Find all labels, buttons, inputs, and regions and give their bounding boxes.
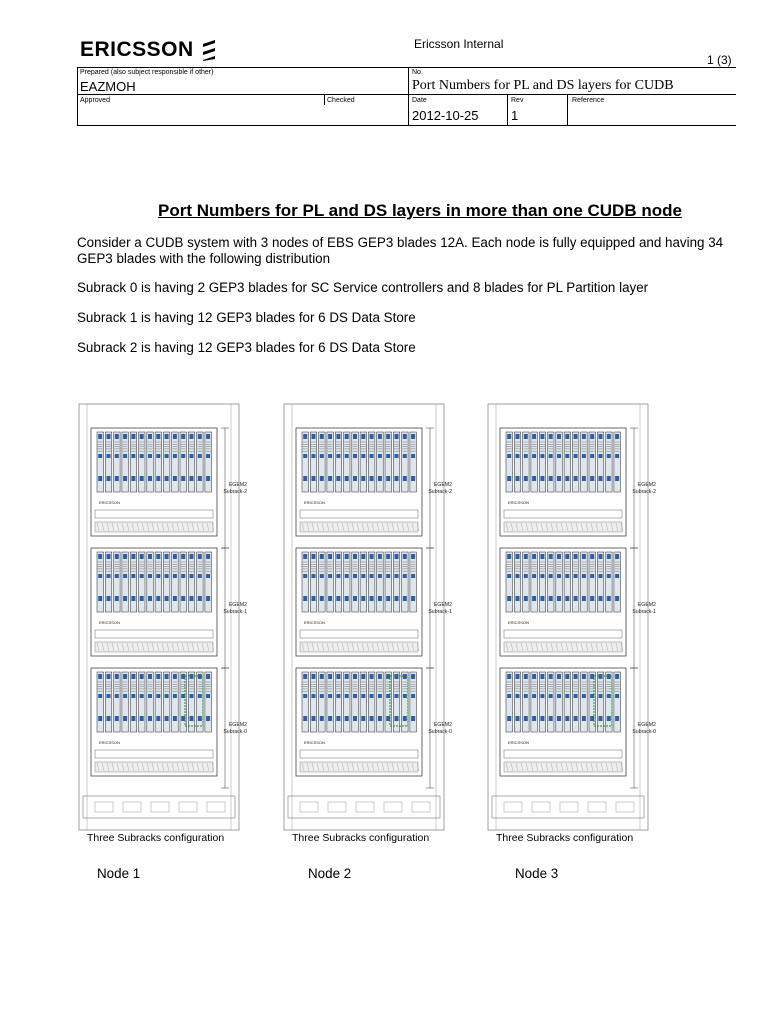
blade (606, 552, 613, 612)
prepared-value: EAZMOH (80, 79, 136, 94)
ericsson-logo-icon (200, 39, 218, 61)
subrack-1 (500, 548, 656, 668)
blade (114, 432, 121, 492)
blade (155, 432, 162, 492)
blade (114, 552, 121, 612)
document-title: Port Numbers for PL and DS layers in more than one CUDB node (158, 201, 682, 220)
fan-tray (504, 750, 622, 758)
subrack-brand: ERICSSON (99, 740, 120, 745)
subrack-name-label: Subrack-2 (632, 489, 656, 495)
blade (614, 432, 621, 492)
blade (163, 552, 170, 612)
subrack-1 (91, 548, 247, 668)
blade (335, 672, 342, 732)
blade (377, 552, 384, 612)
node-label-1: Node 1 (97, 866, 141, 881)
base-foot (179, 802, 197, 812)
blade (205, 552, 212, 612)
blade (335, 552, 342, 612)
blade (531, 672, 538, 732)
blade (564, 432, 571, 492)
subrack-type-label: EGEM2 (228, 482, 247, 488)
base-foot (532, 802, 550, 812)
subrack-name-label: Subrack-1 (428, 609, 452, 615)
blade (122, 432, 128, 492)
rack-caption-3: Three Subracks configuration (496, 832, 634, 844)
subrack-brand: ERICSSON (304, 740, 325, 745)
blade (556, 552, 563, 612)
blade (97, 552, 104, 612)
blade (97, 672, 104, 732)
approved-label: Approved (80, 97, 110, 104)
blade (105, 432, 112, 492)
blade (352, 672, 359, 732)
date-label: Date (412, 97, 427, 104)
blade (327, 552, 334, 612)
subrack-type-label: EGEM2 (228, 722, 247, 728)
blade (564, 552, 571, 612)
subrack-name-label: Subrack-1 (223, 609, 247, 615)
blade (393, 672, 400, 732)
blade (385, 672, 392, 732)
blade (572, 672, 579, 732)
blade (180, 432, 187, 492)
subrack-name-label: Subrack-2 (223, 489, 247, 495)
blade (548, 672, 555, 732)
blade (352, 552, 359, 612)
reference-label: Reference (572, 97, 605, 104)
blade (597, 432, 604, 492)
base-foot (560, 802, 578, 812)
blade (319, 432, 326, 492)
blade (531, 552, 538, 612)
doc-number-label: No. (412, 69, 423, 76)
blade (539, 432, 546, 492)
blade (581, 552, 588, 612)
subrack-type-label: EGEM2 (637, 482, 656, 488)
subrack2-paragraph: Subrack 2 is having 12 GEP3 blades for 6 DS Data Store (77, 340, 416, 355)
blade (410, 552, 417, 612)
blade (368, 672, 375, 732)
blade (147, 552, 154, 612)
blade (360, 432, 367, 492)
node-label-3: Node 3 (515, 866, 559, 881)
blade (188, 552, 195, 612)
blade (97, 432, 104, 492)
blade (506, 672, 513, 732)
blade (205, 432, 212, 492)
blade (197, 672, 204, 732)
subrack-brand: ERICSSON (508, 740, 529, 745)
subrack-0 (91, 668, 247, 788)
blade (606, 432, 613, 492)
subrack-name-label: Subrack-0 (223, 729, 247, 735)
subrack-type-label: EGEM2 (433, 602, 452, 608)
rev-label: Rev (511, 97, 524, 104)
blade (597, 552, 604, 612)
blade (589, 432, 596, 492)
blade (352, 432, 359, 492)
blade (147, 432, 154, 492)
blade (172, 552, 179, 612)
blade (310, 672, 317, 732)
page-number: 1 (3) (707, 53, 732, 67)
blade (514, 432, 521, 492)
blade (302, 552, 309, 612)
blade (163, 432, 170, 492)
blade (402, 672, 409, 732)
blade (548, 552, 555, 612)
blade (385, 552, 392, 612)
blade (114, 672, 121, 732)
fan-tray (300, 750, 418, 758)
blade (377, 432, 384, 492)
subrack-brand: ERICSSON (304, 500, 325, 505)
subrack-0 (500, 668, 656, 788)
base-foot (151, 802, 169, 812)
rev-value: 1 (511, 108, 519, 123)
blade (514, 552, 521, 612)
blade (163, 672, 170, 732)
blade (130, 552, 137, 612)
blade (327, 432, 334, 492)
base-foot (504, 802, 522, 812)
blade (523, 432, 530, 492)
blade (368, 552, 375, 612)
subrack-brand: ERICSSON (508, 500, 529, 505)
blade (393, 432, 400, 492)
blade (402, 552, 409, 612)
fan-tray (95, 630, 213, 638)
blade (539, 672, 546, 732)
company-logo (80, 38, 218, 62)
subrack-name-label: Subrack-0 (428, 729, 452, 735)
fan-tray (300, 630, 418, 638)
fan-tray (300, 510, 418, 518)
blade (197, 432, 204, 492)
blade (614, 672, 621, 732)
subrack-type-label: EGEM2 (637, 722, 656, 728)
blade (523, 672, 530, 732)
blade (180, 552, 187, 612)
base-foot (95, 802, 113, 812)
blade (360, 552, 367, 612)
intro-paragraph: Consider a CUDB system with 3 nodes of EBS GEP3 blades 12A. Each node is fully equipped and having 34 GEP3 blades with the following distribution (77, 235, 724, 266)
blade (205, 672, 212, 732)
blade (344, 432, 351, 492)
base-foot (207, 802, 225, 812)
blade (597, 672, 604, 732)
blade (564, 672, 571, 732)
blade (147, 672, 154, 732)
blade (197, 552, 204, 612)
fan-tray (95, 750, 213, 758)
blade (122, 672, 128, 732)
subrack0-paragraph: Subrack 0 is having 2 GEP3 blades for SC Service controllers and 8 blades for PL Partition layer (77, 280, 649, 295)
fan-tray (504, 630, 622, 638)
blade (606, 672, 613, 732)
blade (310, 432, 317, 492)
base-foot (412, 802, 430, 812)
date-value: 2012-10-25 (412, 108, 479, 123)
blade (172, 672, 179, 732)
checked-label: Checked (327, 97, 355, 104)
rack-svg (486, 400, 656, 832)
base-foot (588, 802, 606, 812)
blade (548, 432, 555, 492)
blade (180, 672, 187, 732)
subrack-type-label: EGEM2 (228, 602, 247, 608)
blade (327, 672, 334, 732)
blade (172, 432, 179, 492)
rack-base (83, 796, 235, 818)
rack-caption-2: Three Subracks configuration (292, 832, 430, 844)
blade (130, 672, 137, 732)
blade (402, 432, 409, 492)
subrack-0 (296, 668, 452, 788)
subrack-type-label: EGEM2 (433, 722, 452, 728)
base-foot (616, 802, 634, 812)
blade (589, 672, 596, 732)
blade (614, 552, 621, 612)
blade (105, 672, 112, 732)
blade (344, 552, 351, 612)
blade (523, 552, 530, 612)
subrack-brand: ERICSSON (508, 620, 529, 625)
subrack-2 (296, 428, 452, 548)
blade (139, 672, 146, 732)
fan-tray (504, 510, 622, 518)
prepared-label: Prepared (also subject responsible if other) (80, 69, 214, 76)
blade (377, 672, 384, 732)
blade (581, 432, 588, 492)
rack-diagram-node-1 (77, 400, 247, 832)
blade (155, 672, 162, 732)
blade (506, 552, 513, 612)
subrack-2 (500, 428, 656, 548)
base-foot (356, 802, 374, 812)
blade (105, 552, 112, 612)
rack-diagram-node-3 (486, 400, 656, 832)
rack-svg (282, 400, 452, 832)
blade (188, 432, 195, 492)
blade (122, 552, 128, 612)
subrack-type-label: EGEM2 (433, 482, 452, 488)
subrack-brand: ERICSSON (99, 620, 120, 625)
rack-base (492, 796, 644, 818)
blade (556, 672, 563, 732)
base-foot (123, 802, 141, 812)
blade (310, 552, 317, 612)
blade (572, 432, 579, 492)
base-foot (384, 802, 402, 812)
base-foot (300, 802, 318, 812)
blade (344, 672, 351, 732)
blade (410, 672, 417, 732)
blade (506, 432, 513, 492)
blade (188, 672, 195, 732)
blade (335, 432, 342, 492)
subrack-brand: ERICSSON (99, 500, 120, 505)
blade (139, 432, 146, 492)
company-name: ERICSSON (80, 38, 194, 61)
document-header-table (77, 67, 736, 126)
rack-caption-1: Three Subracks configuration (87, 832, 225, 844)
blade (531, 432, 538, 492)
fan-tray (95, 510, 213, 518)
subrack-name-label: Subrack-2 (428, 489, 452, 495)
blade (539, 552, 546, 612)
blade (368, 432, 375, 492)
base-foot (328, 802, 346, 812)
blade (385, 432, 392, 492)
subrack-2 (91, 428, 247, 548)
blade (155, 552, 162, 612)
blade (319, 552, 326, 612)
blade (581, 672, 588, 732)
classification: Ericsson Internal (414, 37, 504, 51)
doc-number-value: Port Numbers for PL and DS layers for CUDB (412, 78, 674, 93)
subrack-1 (296, 548, 452, 668)
rack-svg (77, 400, 247, 832)
blade (302, 672, 309, 732)
blade (302, 432, 309, 492)
rack-base (288, 796, 440, 818)
rack-diagram-node-2 (282, 400, 452, 832)
blade (139, 552, 146, 612)
blade (319, 672, 326, 732)
blade (130, 432, 137, 492)
subrack-name-label: Subrack-1 (632, 609, 656, 615)
blade (589, 552, 596, 612)
blade (393, 552, 400, 612)
subrack-brand: ERICSSON (304, 620, 325, 625)
blade (572, 552, 579, 612)
blade (410, 432, 417, 492)
node-label-2: Node 2 (308, 866, 352, 881)
subrack-type-label: EGEM2 (637, 602, 656, 608)
blade (360, 672, 367, 732)
subrack1-paragraph: Subrack 1 is having 12 GEP3 blades for 6 DS Data Store (77, 310, 416, 325)
blade (556, 432, 563, 492)
subrack-name-label: Subrack-0 (632, 729, 656, 735)
blade (514, 672, 521, 732)
